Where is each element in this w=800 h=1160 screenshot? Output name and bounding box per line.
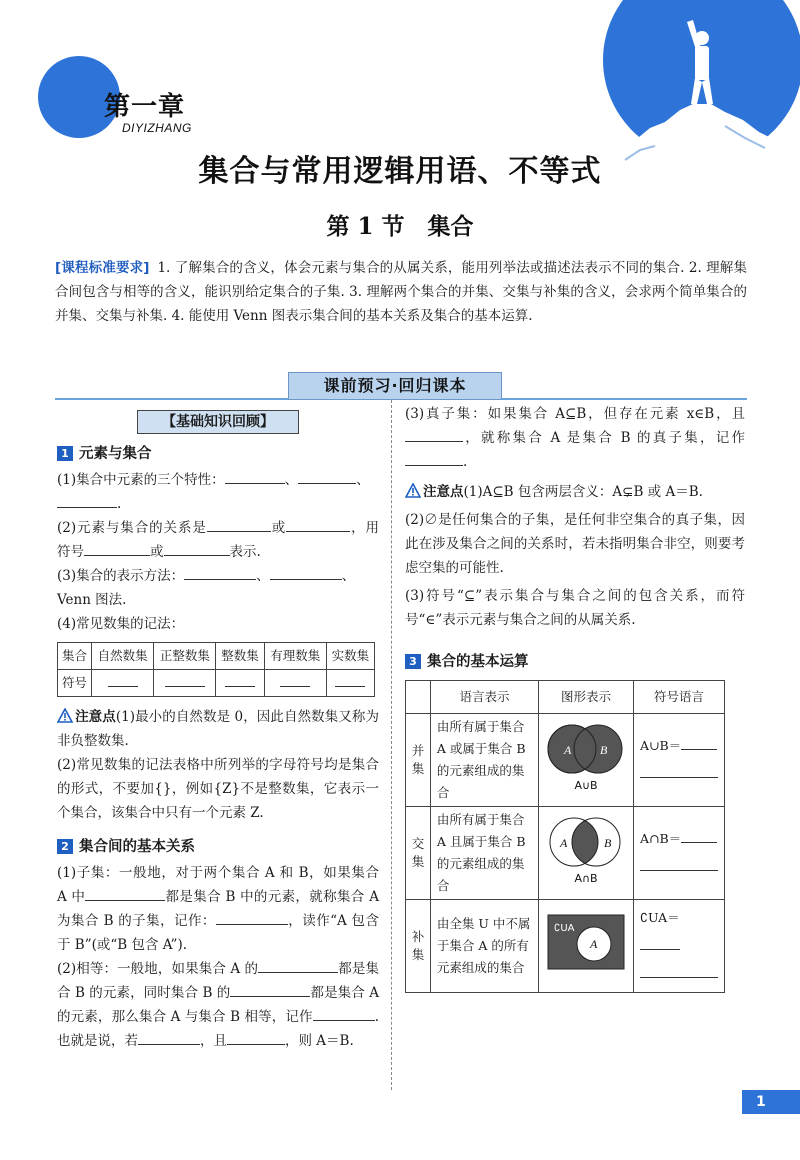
- row-description: 由全集 U 中不属于集合 A 的所有元素组成的集合: [430, 900, 538, 993]
- blank[interactable]: [225, 674, 255, 687]
- blank[interactable]: [640, 963, 718, 978]
- intersection-caption: A∩B: [574, 872, 598, 885]
- s2-p3: [405, 402, 745, 474]
- column-divider: [391, 400, 392, 1090]
- venn-label-a: A: [560, 836, 568, 850]
- table-header-cell: 符号语言: [634, 681, 725, 714]
- blank[interactable]: [165, 674, 205, 687]
- s2-p2-text: (2)相等：一般地，如果集合 A 的: [57, 961, 259, 977]
- s1-p4: (4)常见数集的记法：: [57, 616, 185, 632]
- standards-text: 1. 了解集合的含义，体会元素与集合的从属关系，能用列举法或描述法表示不同的集合. 2. 理解集合间包含与相等的含义，能识别给定集合的子集. 3. 理解两个集合的并集、交集与补集的含义，会求两个简单集合的并集、交集与补集. 4. 能使用 Venn 图表示集合间的基本关系及集合的基本运算.: [55, 260, 747, 324]
- standards-label: [课程标准要求]: [55, 260, 150, 276]
- blank[interactable]: [270, 565, 342, 580]
- complement-venn-icon: [542, 907, 630, 977]
- s1-p1-text: (1)集合中元素的三个特性：: [57, 472, 225, 488]
- preview-banner: 课前预习·回归课本: [288, 372, 502, 400]
- blank[interactable]: [681, 735, 717, 750]
- page-number: 1: [742, 1090, 800, 1114]
- row-label: [406, 807, 431, 900]
- table-cell: [91, 670, 153, 697]
- table-cell: 正整数集: [154, 643, 216, 670]
- table-row: [406, 714, 725, 807]
- s2-p3-text: .: [463, 454, 468, 470]
- intersection-venn-icon: [542, 810, 630, 888]
- s1-heading: [57, 442, 379, 466]
- blank[interactable]: [313, 1006, 375, 1021]
- climber-illustration: [595, 0, 800, 170]
- s2-p1-text: ，读作“A 包含于 B”(或“B 包含 A”).: [57, 913, 379, 953]
- table-cell: [216, 670, 264, 697]
- blank[interactable]: [230, 982, 310, 997]
- venn-label-b: B: [600, 743, 608, 757]
- number-sets-table: [57, 642, 375, 697]
- row-label: [406, 900, 431, 993]
- s2-number-badge: 2: [57, 839, 73, 854]
- table-cell: 自然数集: [91, 643, 153, 670]
- table-row: [58, 643, 375, 670]
- chapter-pinyin: DIYIZHANG: [122, 121, 192, 135]
- chapter-title: 第一章: [104, 92, 186, 122]
- notice-label: 注意点: [75, 709, 116, 725]
- s2-p1-text: 都是集合 B 中的元素，就称集合 A 为集合 B 的子集，记作：: [57, 889, 379, 929]
- s3-title: 集合的基本运算: [427, 654, 529, 670]
- blank[interactable]: [108, 674, 138, 687]
- union-caption: A∪B: [574, 779, 598, 792]
- venn-label-b: B: [604, 836, 612, 850]
- blank[interactable]: [681, 828, 717, 843]
- venn-label-a: A: [564, 743, 572, 757]
- venn-label-a: A: [590, 937, 598, 951]
- table-header-cell: [406, 681, 431, 714]
- row-label-text: 并集: [411, 743, 425, 776]
- blank[interactable]: [405, 451, 463, 466]
- chapter-heading: 集合与常用逻辑用语、不等式: [198, 154, 602, 189]
- s2-p2-text: 都是集合 A 的元素，那么集合 A 与集合 B 相等，记作: [57, 985, 379, 1025]
- table-cell: [326, 670, 374, 697]
- table-cell: 实数集: [326, 643, 374, 670]
- s2-heading: [57, 835, 379, 859]
- s1-p1: (1)集合中元素的三个特性： 、 、 .: [57, 468, 379, 516]
- blank[interactable]: [207, 517, 271, 532]
- s2-p1-text: (1)子集：一般地，对于两个集合 A 和 B，如果集合 A 中: [57, 865, 379, 905]
- table-header-cell: 语言表示: [430, 681, 538, 714]
- s2-p3-text: (3)真子集：如果集合 A⊆B，但存在元素 x∈B，且: [405, 406, 745, 422]
- table-row: [406, 900, 725, 993]
- s1-notice-1: [57, 705, 379, 753]
- table-cell: 符号: [58, 670, 92, 697]
- s2-p2: [57, 957, 379, 1053]
- symbol-text: A∪B＝: [640, 738, 682, 753]
- blank[interactable]: [640, 856, 718, 871]
- s2-p2-text: ，则 A＝B.: [285, 1033, 354, 1049]
- course-standards: [55, 256, 747, 328]
- blank[interactable]: [164, 541, 230, 556]
- row-symbol: [634, 714, 725, 807]
- right-column: [405, 402, 745, 993]
- table-row: [58, 670, 375, 697]
- s1-p2-text: (2)元素与集合的关系是: [57, 520, 207, 536]
- s1-p2-text: ，用符号: [57, 520, 380, 560]
- s1-number-badge: 1: [57, 446, 73, 461]
- review-box-title: 【基础知识回顾】: [137, 410, 299, 434]
- table-row: [406, 807, 725, 900]
- blank[interactable]: [258, 958, 338, 973]
- blank[interactable]: [85, 886, 165, 901]
- s2-notice-2: (2)∅是任何集合的子集，是任何非空集合的真子集，因此在涉及集合之间的关系时，若未指明集合非空，则要考虑空集的可能性.: [405, 512, 745, 576]
- intersection-diagram: [539, 807, 634, 900]
- s1-p2: [57, 516, 379, 564]
- left-column: [57, 402, 379, 1053]
- blank[interactable]: [405, 427, 463, 442]
- complement-caption: ∁UA: [554, 923, 575, 934]
- blank[interactable]: [184, 565, 256, 580]
- s1-p2-or: 或: [150, 544, 164, 560]
- symbol-text: ∁UA＝: [640, 910, 680, 925]
- row-label: [406, 714, 431, 807]
- complement-diagram: [539, 900, 634, 993]
- blank[interactable]: [84, 541, 150, 556]
- row-description: 由所有属于集合 A 或属于集合 B 的元素组成的集合: [430, 714, 538, 807]
- row-label-text: 交集: [411, 836, 425, 869]
- blank[interactable]: [280, 674, 310, 687]
- table-cell: 有理数集: [264, 643, 326, 670]
- row-description: 由所有属于集合 A 且属于集合 B 的元素组成的集合: [430, 807, 538, 900]
- s2-p2-text: ，且: [200, 1033, 227, 1049]
- s1-p3: (3)集合的表示方法： 、 、 Venn 图法.: [57, 564, 379, 612]
- blank[interactable]: [298, 469, 356, 484]
- s1-p2-text: 表示.: [229, 544, 261, 560]
- s2-notice-3: (3)符号“⊆”表示集合与集合之间的包含关系，而符号“∈”表示元素与集合之间的从属关系.: [405, 588, 745, 628]
- blank[interactable]: [640, 935, 680, 950]
- s3-number-badge: 3: [405, 654, 421, 669]
- s1-p3-venn: Venn 图法.: [57, 592, 127, 608]
- blank[interactable]: [286, 517, 350, 532]
- table-cell: 集合: [58, 643, 92, 670]
- warning-icon: [405, 483, 421, 498]
- blank[interactable]: [216, 910, 288, 925]
- s1-p3-text: (3)集合的表示方法：: [57, 568, 185, 584]
- s1-title: 元素与集合: [79, 446, 152, 462]
- blank[interactable]: [57, 493, 117, 508]
- blank[interactable]: [227, 1030, 285, 1045]
- blank[interactable]: [138, 1030, 200, 1045]
- s2-p2-text: . 也就是说，若: [57, 1009, 379, 1049]
- s2-p3-text: ，就称集合 A 是集合 B 的真子集，记作: [463, 430, 745, 446]
- section-title: 第 1 节 集合: [326, 213, 474, 240]
- table-cell: [264, 670, 326, 697]
- notice-text: (1)A⊆B 包含两层含义：A⊊B 或 A＝B.: [463, 484, 703, 500]
- notice-label: 注意点: [423, 484, 464, 500]
- table-cell: 整数集: [216, 643, 264, 670]
- row-symbol: [634, 900, 725, 993]
- table-header-cell: 图形表示: [539, 681, 634, 714]
- table-row: [406, 681, 725, 714]
- table-cell: [154, 670, 216, 697]
- s1-p2-or: 或: [270, 520, 287, 536]
- warning-icon: [57, 708, 73, 723]
- row-symbol: [634, 807, 725, 900]
- union-venn-icon: [542, 717, 630, 795]
- blank[interactable]: [335, 674, 365, 687]
- symbol-text: A∩B＝: [640, 831, 682, 846]
- s2-notice-1: [405, 480, 745, 504]
- s3-heading: [405, 650, 745, 674]
- s2-p2-text: 都是集合 B 的元素，同时集合 B 的: [57, 961, 379, 1001]
- blank[interactable]: [640, 763, 718, 778]
- union-diagram: [539, 714, 634, 807]
- row-label-text: 补集: [411, 929, 425, 962]
- set-operations-table: [405, 680, 725, 993]
- s1-notice-2: (2)常见数集的记法表格中所列举的字母符号均是集合的形式，不要加{}，例如{Z}不是整数集，它表示一个集合，该集合中只有一个元素 Z.: [57, 757, 379, 821]
- blank[interactable]: [225, 469, 285, 484]
- notice-text: (1)最小的自然数是 0，因此自然数集又称为非负整数集.: [57, 709, 380, 749]
- s2-title: 集合间的基本关系: [79, 839, 195, 855]
- s2-p1: [57, 861, 379, 957]
